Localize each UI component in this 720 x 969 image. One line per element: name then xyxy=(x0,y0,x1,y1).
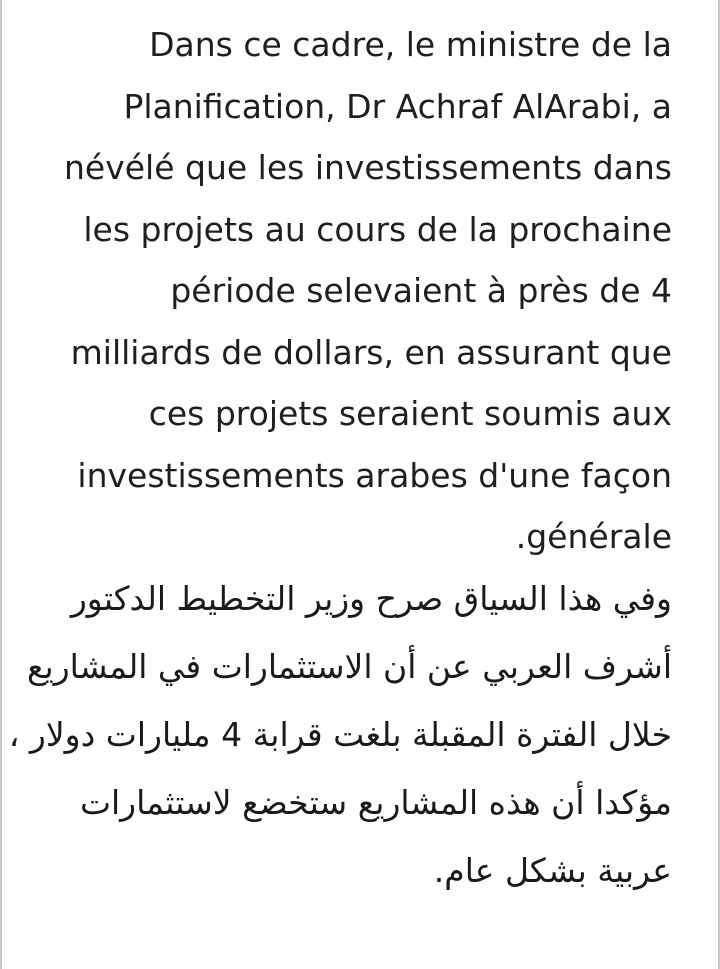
arabic-line: أشرف العربي عن أن الاستثمارات في المشاريع xyxy=(26,647,672,686)
arabic-line: خلال الفترة المقبلة بلغت قرابة 4 مليارات دولار ، xyxy=(8,715,672,754)
arabic-paragraph xyxy=(8,565,672,905)
french-line: .générale xyxy=(515,517,672,556)
french-line: Planification, Dr Achraf AlArabi, a xyxy=(123,86,672,126)
arabic-line: وفي هذا السياق صرح وزير التخطيط الدكتور xyxy=(70,579,672,618)
french-line: les projets au cours de la prochaine xyxy=(83,209,672,249)
french-line: investissements arabes d'une façon xyxy=(77,455,672,495)
french-line: ces projets seraient soumis aux xyxy=(148,394,672,433)
arabic-line: عربية بشكل عام. xyxy=(433,851,672,890)
french-line: névélé que les investissements dans xyxy=(64,148,672,187)
arabic-line: مؤكدا أن هذه المشاريع ستخضع لاستثمارات xyxy=(79,783,672,822)
french-line: milliards de dollars, en assurant que xyxy=(70,332,672,372)
french-line: Dans ce cadre, le ministre de la xyxy=(149,25,672,64)
french-line: période selevaient à près de 4 xyxy=(170,271,672,310)
left-edge-divider xyxy=(0,0,2,969)
french-paragraph xyxy=(52,14,672,568)
